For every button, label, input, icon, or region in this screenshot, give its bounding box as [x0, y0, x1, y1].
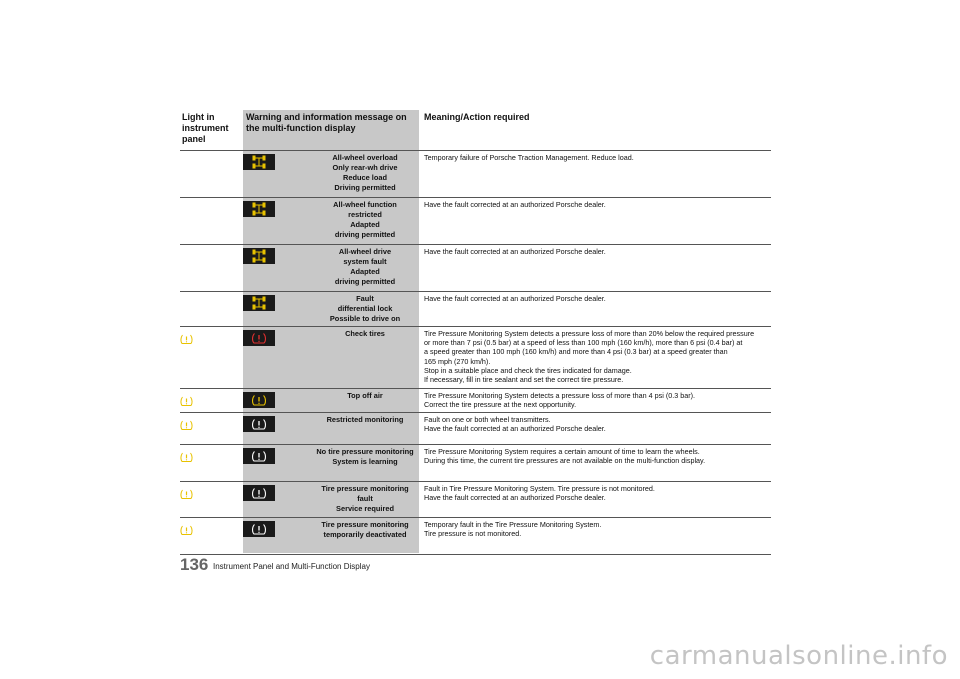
display-symbol	[243, 448, 275, 464]
display-message: Top off air	[347, 391, 383, 400]
tire-pressure-icon	[243, 330, 275, 346]
table-row	[180, 326, 771, 388]
awd-icon	[243, 201, 275, 217]
tire-pressure-icon	[243, 392, 275, 408]
warning-lamp	[180, 450, 193, 461]
meaning-text: Tire Pressure Monitoring System requires a certain amount of time to learn the wheels. During this time, the current tire pressures are not available on the multi-function display.	[424, 447, 706, 466]
meaning-text: Fault in Tire Pressure Monitoring System. Tire pressure is not monitored. Have the fault corrected at an authorized Porsche dealer.	[424, 484, 655, 503]
table-body	[180, 150, 771, 555]
table-row	[180, 150, 771, 197]
warning-lamp	[180, 332, 193, 343]
table-row	[180, 244, 771, 291]
table-row	[180, 481, 771, 517]
meaning-text: Tire Pressure Monitoring System detects a pressure loss of more than 20% below the required pressure or more than 7 psi (0.5 bar) at a speed of less than 100 mph (160 km/h), more than 6 psi (0.4 bar) at a speed greater than 100 mph (160 km/h) and more than 4 psi (0.3 bar) at a speed greater than 165 mph (270 km/h). Stop in a suitable place and check the tires indicated for damage. If necessary, fill in tire sealant and set the correct tire pressure.	[424, 329, 755, 385]
watermark: carmanualsonline.info	[649, 641, 948, 671]
tire-pressure-icon	[243, 485, 275, 501]
section-title: Instrument Panel and Multi-Function Display	[213, 562, 370, 571]
table-row	[180, 197, 771, 244]
display-message: All-wheel overload Only rear-wh drive Reduce load Driving permitted	[332, 153, 398, 192]
tire-warning-lamp-icon	[180, 420, 193, 431]
table-row	[180, 291, 771, 326]
display-symbol	[243, 248, 275, 264]
tire-warning-lamp-icon	[180, 452, 193, 463]
tire-warning-lamp-icon	[180, 489, 193, 500]
display-message: Fault differential lock Possible to drive on	[329, 294, 401, 323]
display-symbol	[243, 154, 275, 170]
display-message: Check tires	[345, 329, 385, 338]
display-message: No tire pressure monitoring System is learning	[316, 447, 414, 466]
warning-lamp	[180, 487, 193, 498]
display-message: Tire pressure monitoring fault Service required	[321, 484, 409, 513]
display-symbol	[243, 392, 275, 408]
display-symbol	[243, 521, 275, 537]
awd-icon	[243, 248, 275, 264]
awd-icon	[243, 154, 275, 170]
display-symbol	[243, 485, 275, 501]
display-message: Tire pressure monitoring temporarily deactivated	[321, 520, 409, 539]
display-symbol	[243, 295, 275, 311]
table-row	[180, 517, 771, 554]
table-row	[180, 388, 771, 412]
awd-icon	[243, 295, 275, 311]
display-symbol	[243, 416, 275, 432]
tire-pressure-icon	[243, 521, 275, 537]
page-number: 136	[180, 555, 209, 574]
tire-pressure-icon	[243, 448, 275, 464]
meaning-text: Tire Pressure Monitoring System detects a pressure loss of more than 4 psi (0.3 bar). Correct the tire pressure at the next opportunity.	[424, 391, 695, 410]
meaning-text: Temporary fault in the Tire Pressure Monitoring System. Tire pressure is not monitored.	[424, 520, 602, 539]
tire-pressure-icon	[243, 416, 275, 432]
meaning-text: Fault on one or both wheel transmitters. Have the fault corrected at an authorized Porsche dealer.	[424, 415, 606, 434]
header-meaning: Meaning/Action required	[424, 112, 530, 122]
display-symbol	[243, 330, 275, 346]
warning-lamp	[180, 418, 193, 429]
display-symbol	[243, 201, 275, 217]
table-row	[180, 412, 771, 444]
warning-lamp	[180, 394, 193, 405]
table-row	[180, 444, 771, 481]
tire-warning-lamp-icon	[180, 525, 193, 536]
meaning-text: Temporary failure of Porsche Traction Management. Reduce load.	[424, 153, 634, 162]
display-message: Restricted monitoring	[326, 415, 404, 424]
meaning-text: Have the fault corrected at an authorized Porsche dealer.	[424, 294, 606, 303]
tire-warning-lamp-icon	[180, 334, 193, 345]
table-header	[180, 110, 771, 150]
header-light: Light in instrument panel	[182, 112, 229, 144]
tire-warning-lamp-icon	[180, 396, 193, 407]
header-message: Warning and information message on the multi-function display	[246, 112, 407, 133]
table-bottom-rule	[180, 554, 771, 555]
meaning-text: Have the fault corrected at an authorized Porsche dealer.	[424, 247, 606, 256]
display-message: All-wheel drive system fault Adapted driving permitted	[334, 247, 396, 286]
meaning-text: Have the fault corrected at an authorized Porsche dealer.	[424, 200, 606, 209]
warning-table	[180, 110, 771, 555]
warning-lamp	[180, 523, 193, 534]
display-message: All-wheel function restricted Adapted driving permitted	[333, 200, 397, 239]
